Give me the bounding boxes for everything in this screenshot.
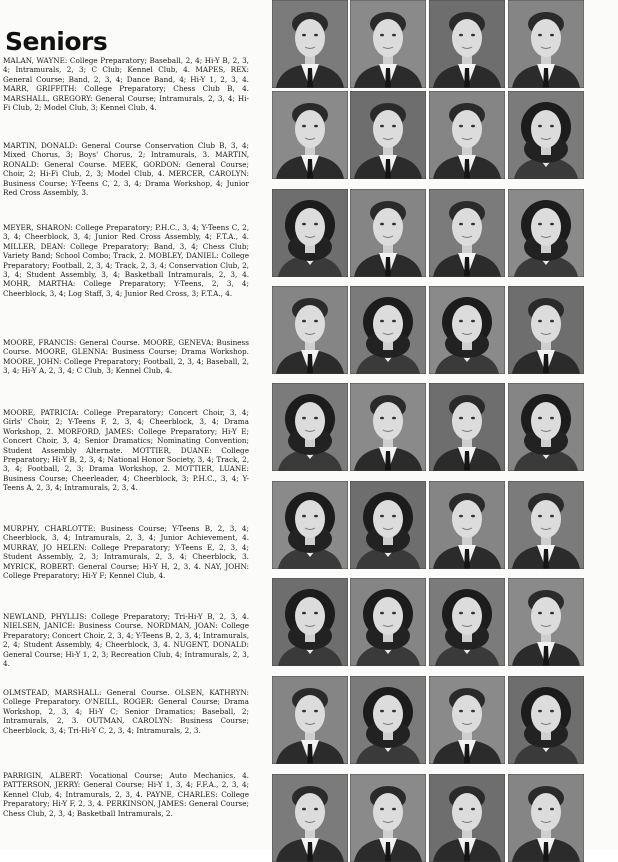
- portrait-image: [508, 383, 584, 471]
- portrait-grid: [268, 0, 618, 850]
- senior-portrait: [272, 91, 348, 179]
- portrait-image: [350, 189, 426, 277]
- portrait-image: [429, 383, 505, 471]
- portrait-image: [508, 481, 584, 569]
- portrait-image: [272, 481, 348, 569]
- senior-portrait: [508, 0, 584, 88]
- senior-portrait: [429, 0, 505, 88]
- senior-portrait: [508, 91, 584, 179]
- senior-portrait: [429, 774, 505, 862]
- senior-portrait: [429, 481, 505, 569]
- senior-portrait: [350, 286, 426, 374]
- portrait-image: [272, 91, 348, 179]
- senior-portrait: [350, 774, 426, 862]
- section-title: Seniors: [5, 27, 108, 56]
- senior-portrait: [350, 0, 426, 88]
- portrait-image: [429, 286, 505, 374]
- senior-portrait: [508, 383, 584, 471]
- portrait-image: [350, 578, 426, 666]
- text-column: [0, 0, 268, 850]
- senior-portrait: [272, 0, 348, 88]
- senior-portrait: [508, 481, 584, 569]
- senior-portrait: [272, 578, 348, 666]
- portrait-image: [508, 189, 584, 277]
- portrait-image: [350, 774, 426, 862]
- senior-portrait: [508, 189, 584, 277]
- portrait-image: [350, 91, 426, 179]
- senior-entry-6: MURPHY, CHARLOTTE: Business Course; Y-Teens B, 2, 3, 4; Cheerblock, 3, 4; Intramurals, 2, 3, 4; Junior Achievement, 4. MURRAY, JO HELEN: College Preparatory; Y-Teens E, 2, 3, 4; Student Assembly, 2, 3; Intramurals, 2, 3, 4; Cheerblock, 3. MYRICK, ROBERT: General Course; Hi-Y H, 2, 3, 4. NAY, JOHN: College Preparatory; Hi-Y F; Kennel Club, 4.: [3, 524, 249, 581]
- portrait-image: [272, 383, 348, 471]
- senior-portrait: [350, 91, 426, 179]
- portrait-image: [429, 676, 505, 764]
- portrait-image: [429, 481, 505, 569]
- portrait-image: [429, 774, 505, 862]
- senior-portrait: [350, 676, 426, 764]
- portrait-image: [508, 774, 584, 862]
- senior-portrait: [429, 91, 505, 179]
- senior-portrait: [429, 578, 505, 666]
- senior-portrait: [272, 774, 348, 862]
- senior-entry-7: NEWLAND, PHYLLIS: College Preparatory; Tri-Hi-Y B, 2, 3, 4. NIELSEN, JANICE: Business Course. NORDMAN, JOAN: College Preparatory; Concert Choir, 2, 3, 4; Y-Teens B, 2, 3, 4; Intramurals, 2, 4; Student Assembly, 4; Cheerblock, 3, 4. NUGENT, DONALD: General Course; Hi-Y 1, 2, 3; Recreation Club, 4; Intramurals, 2, 3, 4.: [3, 612, 249, 669]
- senior-portrait: [429, 286, 505, 374]
- portrait-image: [508, 676, 584, 764]
- senior-portrait: [350, 189, 426, 277]
- senior-portrait: [508, 286, 584, 374]
- portrait-image: [508, 286, 584, 374]
- senior-entry-5: MOORE, PATRICIA: College Preparatory; Concert Choir, 3, 4; Girls' Choir, 2; Y-Teens F, 2, 3, 4; Cheerblock, 3, 4; Drama Workshop, 2. MORFORD, JAMES: College Preparatory; Hi-Y E; Concert Choir, 3, 4; Senior Dramatics; Nominating Convention; Student Assembly Alternate. MOTTIER, DUANE: College Preparatory; Hi-Y B, 2, 3, 4; National Honor Society, 3, 4; Track, 2, 3, 4; Football, 2, 3; Drama Workshop, 2. MOTTIER, LUANE: Business Course; Cheerleader, 4; Cheerblock, 3; P.H.C., 3, 4; Y-Teens A, 2, 3, 4; Intramurals, 2, 3, 4.: [3, 408, 249, 493]
- senior-entry-8: OLMSTEAD, MARSHALL: General Course. OLSEN, KATHRYN: College Preparatory. O'NEILL, ROGER: General Course; Drama Workshop, 2, 3, 4; Hi-Y C; Senior Dramatics; Baseball, 2; Intramurals, 2, 3. OUTMAN, CAROLYN: Business Course; Cheerblock, 3, 4; Tri-Hi-Y C, 2, 3, 4; Intramurals, 2, 3.: [3, 688, 249, 735]
- senior-portrait: [429, 383, 505, 471]
- senior-entry-9: PARRIGIN, ALBERT: Vocational Course; Auto Mechanics, 4. PATTERSON, JERRY: General Course; Hi-Y 1, 3, 4; F.F.A., 2, 3, 4; Kennel Club, 4; Intramurals, 2, 3, 4. PAYNE, CHARLES: College Preparatory; Hi-Y F, 2, 3, 4. PERKINSON, JAMES: General Course; Chess Club, 2, 3, 4; Basketball Intramurals, 2.: [3, 771, 249, 818]
- senior-portrait: [272, 383, 348, 471]
- portrait-image: [429, 189, 505, 277]
- portrait-image: [508, 578, 584, 666]
- portrait-image: [272, 0, 348, 88]
- senior-portrait: [508, 578, 584, 666]
- portrait-image: [429, 578, 505, 666]
- portrait-image: [272, 774, 348, 862]
- senior-portrait: [272, 676, 348, 764]
- senior-portrait: [272, 286, 348, 374]
- portrait-image: [350, 0, 426, 88]
- senior-portrait: [429, 189, 505, 277]
- portrait-image: [429, 91, 505, 179]
- senior-portrait: [350, 481, 426, 569]
- senior-portrait: [508, 676, 584, 764]
- senior-portrait: [272, 189, 348, 277]
- senior-portrait: [350, 578, 426, 666]
- portrait-image: [350, 481, 426, 569]
- portrait-image: [272, 578, 348, 666]
- portrait-image: [272, 189, 348, 277]
- portrait-image: [272, 676, 348, 764]
- portrait-image: [508, 91, 584, 179]
- portrait-image: [429, 0, 505, 88]
- senior-portrait: [272, 481, 348, 569]
- portrait-image: [350, 383, 426, 471]
- senior-entry-3: MEYER, SHARON: College Preparatory; P.H.C., 3, 4; Y-Teens C, 2, 3, 4; Cheerblock, 3, 4; Junior Red Cross Assembly, 4; F.T.A., 4. MILLER, DEAN: College Preparatory; Band, 3, 4; Chess Club; Variety Band; School Combo; Track, 2. MOBLEY, DANIEL: College Preparatory; Football, 2, 3, 4; Track, 2, 3, 4; Conservation Club, 2, 3, 4; Student Assembly, 3, 4; Basketball Intramurals, 2, 3, 4. MOHR, MARTHA: College Preparatory; Y-Teens, 2, 3, 4; Cheerblock, 3, 4; Log Staff, 3, 4; Junior Red Cross, 3; F.T.A., 4.: [3, 223, 249, 298]
- portrait-image: [350, 676, 426, 764]
- senior-portrait: [350, 383, 426, 471]
- portrait-image: [508, 0, 584, 88]
- senior-entry-4: MOORE, FRANCIS: General Course. MOORE, GENEVA: Business Course. MOORE, GLENNA: Business Course; Drama Workshop. MOORE, JOHN: College Preparatory; Football, 2, 3, 4; Baseball, 2, 3, 4; Hi-Y A, 2, 3, 4; C Club, 3; Kennel Club, 4.: [3, 338, 249, 376]
- portrait-image: [350, 286, 426, 374]
- portrait-image: [272, 286, 348, 374]
- senior-portrait: [508, 774, 584, 862]
- senior-portrait: [429, 676, 505, 764]
- senior-entry-1: MALAN, WAYNE: College Preparatory; Baseball, 2, 4; Hi-Y B, 2, 3, 4; Intramurals, 2, 3; C Club; Kennel Club, 4. MAPES, REX: General Course; Band, 2, 3, 4; Dance Band, 4; Hi-Y 1, 2, 3, 4. MARR, GRIFFITH: College Preparatory; Chess Club B, 4. MARSHALL, GREGORY: General Course; Intramurals, 2, 3, 4; Hi-Fi Club, 2; Model Club, 3; Kennel Club, 4.: [3, 56, 249, 113]
- senior-entry-2: MARTIN, DONALD: General Course Conservation Club B, 3, 4; Mixed Chorus, 3; Boys' Chorus, 2; Intramurals, 3. MARTIN, RONALD: General Course. MEEK, GORDON: General Course; Choir, 2; Hi-Fi Club, 2, 3; Model Club, 4. MERCER, CAROLYN: Business Course; Y-Teens C, 2, 3, 4; Drama Workshop, 4; Junior Red Cross Assembly, 3.: [3, 141, 249, 198]
